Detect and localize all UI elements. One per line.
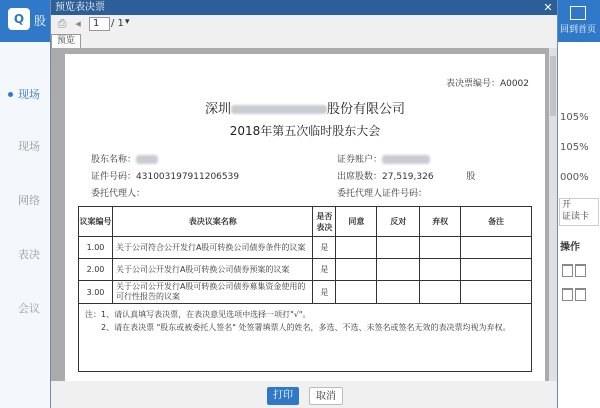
delete-icon[interactable] bbox=[562, 264, 573, 277]
page-number-input[interactable]: 1 bbox=[89, 17, 110, 31]
oppose-cell bbox=[377, 259, 420, 281]
cancel-button[interactable]: 取消 bbox=[309, 387, 343, 405]
redacted-holder-name bbox=[136, 155, 158, 164]
table-row bbox=[79, 237, 532, 259]
is-vote: 是 bbox=[313, 237, 336, 259]
is-vote: 是 bbox=[313, 259, 336, 281]
proxy-field: 委托代理人： bbox=[91, 189, 146, 199]
print-icon[interactable]: ⎙ bbox=[57, 17, 67, 30]
holder-name-field bbox=[91, 152, 158, 165]
remark-cell bbox=[461, 237, 532, 259]
dialog-button-bar bbox=[51, 381, 557, 408]
shares-label: 出席股数： bbox=[337, 172, 383, 182]
col-header: 弃权 bbox=[420, 207, 461, 237]
col-header: 是否表决 bbox=[313, 207, 336, 237]
document-viewer[interactable] bbox=[51, 48, 557, 381]
prev-page-icon[interactable]: ◂ bbox=[75, 17, 81, 30]
shares-value: 27,519,326 bbox=[382, 172, 434, 182]
table-header-row bbox=[79, 207, 532, 237]
preview-toolbar bbox=[51, 15, 557, 33]
meeting-title: 2018年第五次临时股东大会 bbox=[229, 124, 381, 138]
redacted-account bbox=[382, 155, 430, 164]
abstain-cell bbox=[420, 259, 461, 281]
vote-table bbox=[78, 206, 532, 304]
card-label: 开 bbox=[562, 200, 572, 210]
is-vote: 是 bbox=[313, 281, 336, 304]
sidebar-item-meeting[interactable]: 会议 bbox=[18, 302, 40, 315]
agree-cell bbox=[336, 281, 377, 304]
delete-icon[interactable] bbox=[562, 288, 573, 301]
shares-field bbox=[337, 169, 475, 182]
notes-box bbox=[78, 302, 532, 372]
close-icon[interactable]: ✕ bbox=[543, 1, 553, 14]
oppose-cell bbox=[377, 237, 420, 259]
col-header: 同意 bbox=[336, 207, 377, 237]
remark-cell bbox=[461, 281, 532, 304]
percent-value: 000% bbox=[560, 172, 589, 183]
col-header: 议案编号 bbox=[79, 207, 113, 237]
table-row bbox=[79, 259, 532, 281]
col-header: 反对 bbox=[377, 207, 420, 237]
sidebar-item-network[interactable]: 网络 bbox=[18, 194, 40, 207]
col-header: 备注 bbox=[461, 207, 532, 237]
proposal-name: 关于公司符合公开发行A股可转换公司债券条件的议案 bbox=[112, 237, 313, 259]
percent-value: 105% bbox=[560, 112, 589, 123]
operation-header: 操作 bbox=[560, 242, 580, 253]
holder-name-label: 股东名称： bbox=[91, 155, 137, 165]
print-button[interactable]: 打印 bbox=[267, 387, 299, 405]
chevron-down-icon[interactable]: ▾ bbox=[125, 17, 130, 27]
scrollbar-thumb[interactable] bbox=[550, 56, 556, 116]
account-label: 证券账户： bbox=[337, 155, 383, 165]
delete-icon[interactable] bbox=[575, 264, 586, 277]
table-row bbox=[79, 281, 532, 304]
proposal-name: 关于公司公开发行A股可转换公司债券募集资金使用的可行性报告的议案 bbox=[112, 281, 313, 304]
proposal-no: 2.00 bbox=[79, 259, 113, 281]
dialog-title: 预览表决票 bbox=[55, 2, 105, 13]
shares-unit: 股 bbox=[466, 172, 476, 182]
card-label: 证读卡 bbox=[562, 212, 590, 222]
agree-cell bbox=[336, 237, 377, 259]
id-label: 证件号码： bbox=[91, 172, 137, 182]
read-card-button[interactable] bbox=[559, 198, 599, 226]
preview-dialog bbox=[50, 0, 558, 408]
ticket-number: 表决票编号：A0002 bbox=[445, 79, 529, 89]
abstain-cell bbox=[420, 237, 461, 259]
oppose-cell bbox=[377, 281, 420, 304]
delete-icon[interactable] bbox=[575, 288, 586, 301]
account-field bbox=[337, 152, 430, 165]
proposal-name: 关于公司公开发行A股可转换公司债券预案的议案 bbox=[112, 259, 313, 281]
home-icon[interactable] bbox=[570, 6, 586, 20]
note-line: 2、请在表决票 "股东或被委托人签名" 处签署填票人的姓名，多选、不选、未签名或签名无效的表决票均视为弃权。 bbox=[101, 323, 511, 332]
dialog-titlebar bbox=[51, 0, 557, 15]
company-title bbox=[65, 98, 545, 117]
id-field bbox=[91, 169, 239, 182]
col-header: 表决议案名称 bbox=[112, 207, 313, 237]
remark-cell bbox=[461, 259, 532, 281]
proposal-no: 3.00 bbox=[79, 281, 113, 304]
sidebar-item-onsite[interactable]: 现场 bbox=[18, 88, 40, 101]
percent-value: 105% bbox=[560, 142, 589, 153]
company-title-prefix: 深圳 bbox=[204, 102, 231, 117]
sidebar-item-vote[interactable]: 表决 bbox=[18, 248, 40, 261]
app-logo: Q bbox=[8, 8, 30, 30]
app-title: 股 bbox=[34, 14, 47, 28]
home-link[interactable]: 回到首页 bbox=[559, 25, 596, 35]
sidebar-item-onsite-2[interactable]: 现场 bbox=[18, 140, 40, 153]
proxy-id-field: 委托代理人证件号码： bbox=[337, 189, 428, 199]
page-total: / 1 bbox=[111, 18, 124, 29]
agree-cell bbox=[336, 259, 377, 281]
proposal-no: 1.00 bbox=[79, 237, 113, 259]
note-line: 注：1、请认真填写表决票，在表决意见选项中选择一项打"√"。 bbox=[85, 310, 311, 319]
vertical-scrollbar[interactable] bbox=[549, 48, 557, 381]
abstain-cell bbox=[420, 281, 461, 304]
tab-preview[interactable]: 预览 bbox=[51, 34, 81, 49]
active-dot-icon bbox=[8, 92, 13, 97]
id-value: 431003197911206539 bbox=[136, 172, 240, 182]
company-title-suffix: 股份有限公司 bbox=[327, 102, 406, 117]
redacted-company-name bbox=[231, 105, 327, 114]
vote-ticket-page bbox=[65, 54, 545, 381]
